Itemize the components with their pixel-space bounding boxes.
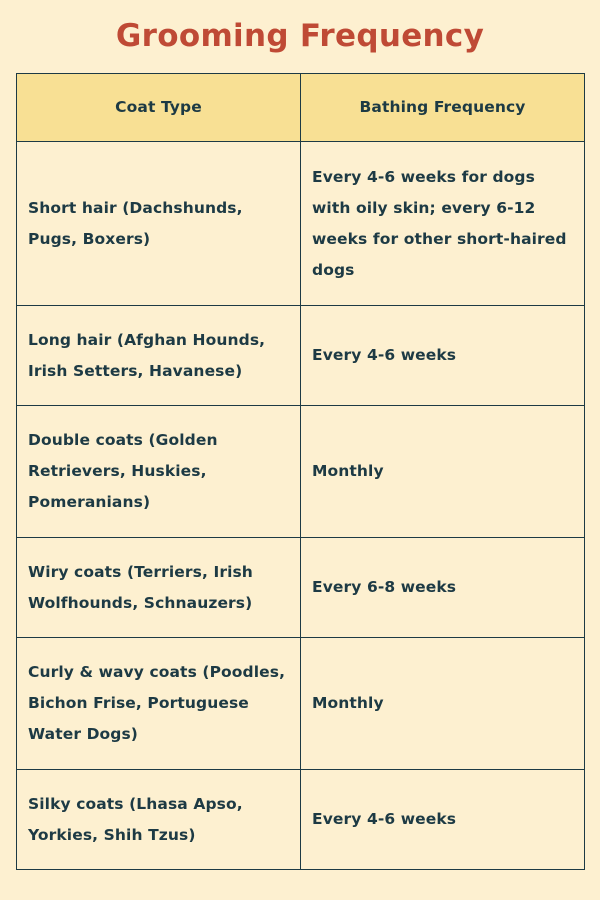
- bathing-frequency-cell: Every 4-6 weeks: [301, 770, 585, 870]
- header-bathing-frequency: Bathing Frequency: [301, 74, 585, 142]
- coat-type-cell: Curly & wavy coats (Poodles, Bichon Frise, Portuguese Water Dogs): [17, 638, 301, 770]
- table-row: [17, 638, 585, 770]
- table-row: [17, 142, 585, 306]
- grooming-frequency-table: [16, 73, 585, 870]
- table-row: [17, 306, 585, 406]
- table-header-row: [17, 74, 585, 142]
- coat-type-cell: Wiry coats (Terriers, Irish Wolfhounds, Schnauzers): [17, 538, 301, 638]
- bathing-frequency-cell: Every 6-8 weeks: [301, 538, 585, 638]
- bathing-frequency-cell: Monthly: [301, 406, 585, 538]
- bathing-frequency-cell: Every 4-6 weeks for dogs with oily skin; every 6-12 weeks for other short-haired dogs: [301, 142, 585, 306]
- table-row: [17, 770, 585, 870]
- table-row: [17, 406, 585, 538]
- header-coat-type: Coat Type: [17, 74, 301, 142]
- bathing-frequency-cell: Every 4-6 weeks: [301, 306, 585, 406]
- coat-type-cell: Long hair (Afghan Hounds, Irish Setters, Havanese): [17, 306, 301, 406]
- bathing-frequency-cell: Monthly: [301, 638, 585, 770]
- table-row: [17, 538, 585, 638]
- coat-type-cell: Short hair (Dachshunds, Pugs, Boxers): [17, 142, 301, 306]
- coat-type-cell: Silky coats (Lhasa Apso, Yorkies, Shih Tzus): [17, 770, 301, 870]
- coat-type-cell: Double coats (Golden Retrievers, Huskies, Pomeranians): [17, 406, 301, 538]
- page-title: Grooming Frequency: [115, 18, 485, 54]
